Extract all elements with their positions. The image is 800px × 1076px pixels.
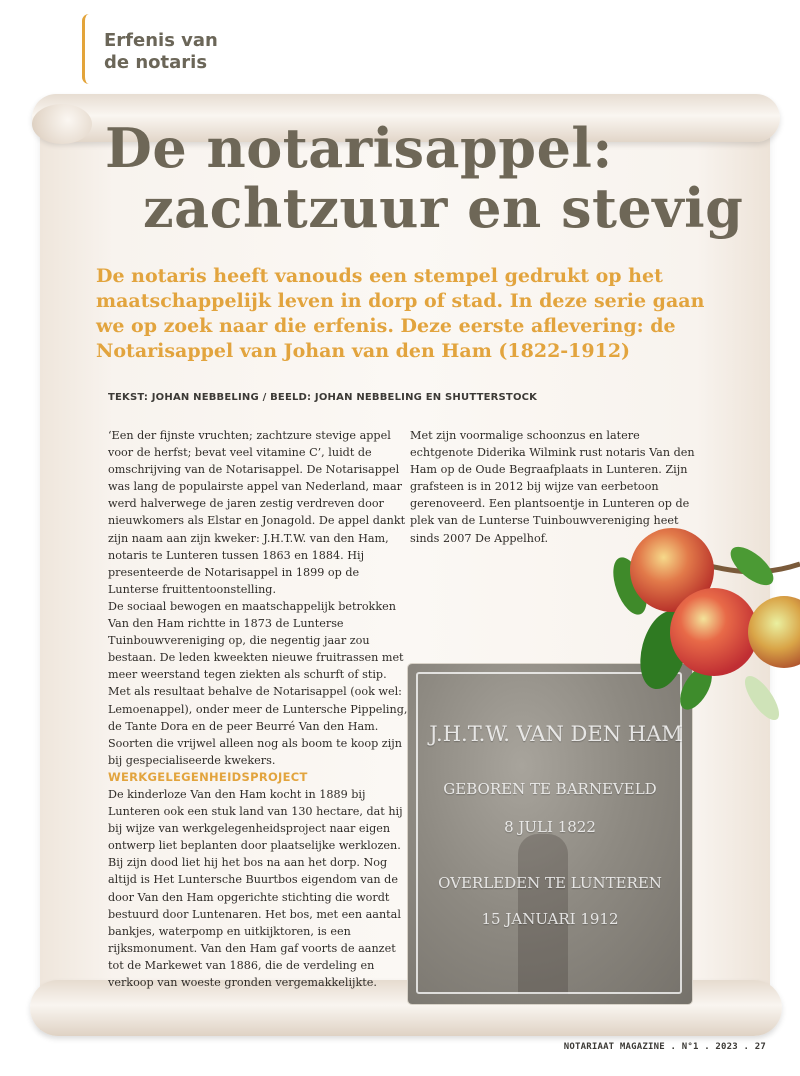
leaf: [724, 540, 779, 592]
body-paragraph-3: De kinderloze Van den Ham kocht in 1889 bij Lunteren ook een stuk land van 130 hectare, dat hij bij wijze van werkgelegenheidsproject naar eigen ontwerp liet beplanten door plaatselijke werklozen. Bij zijn dood liet hij het bos na aan het dorp. Nog altijd is Het Luntersche Buurtbos eigendom van de door Van den Ham opgerichte stichting die wordt bestuurd door Luntenaren. Het bos, met een aantal bankjes, waterpomp en uitkijktoren, is een rijksmonument. Van den Ham gaf voorts de aanzet tot de Markewet van 1886, die de verdeling en verkoop van woeste gronden vergemakkelijkte.: [108, 787, 403, 989]
title-line1: De notarisappel:: [105, 116, 613, 180]
apple: [748, 596, 800, 668]
stone-inscription-1: J.H.T.W. VAN DEN HAM: [429, 722, 683, 746]
stone-inscription-4: OVERLEDEN TE LUNTEREN: [438, 874, 662, 892]
section-label: [104, 30, 218, 74]
body-subhead: WERKGELEGENHEIDSPROJECT: [108, 769, 308, 784]
body-paragraph-4: Met zijn voormalige schoonzus en latere echtgenote Diderika Wilmink rust notaris Van den Ham op de Oude Begraafplaats in Lunteren. Zijn grafsteen is in 2012 bij wijze van eerbetoon gerenoveerd. Een plantsoentje in Lunteren op de plek van de Lunterse Tuinbouwvereniging heet sinds 2007 De Appelhof.: [410, 429, 695, 545]
section-accent-rule: [82, 14, 89, 84]
article-credits: TEKST: JOHAN NEBBELING / BEELD: JOHAN NEBBELING EN SHUTTERSTOCK: [108, 392, 538, 403]
stone-inscription-2: GEBOREN TE BARNEVELD: [443, 780, 657, 798]
body-column-1: [108, 427, 408, 991]
apples-illustration: [612, 520, 800, 730]
body-paragraph-2: De sociaal bewogen en maatschappelijk betrokken Van den Ham richtte in 1873 de Lunterse Tuinbouwvereniging op, die negentig jaar zou bestaan. De leden kweekten nieuwe fruitrassen met meer weerstand tegen ziekten als schurft of stip. Met als resultaat behalve de Notarisappel (ook wel: Lemoenappel), onder meer de Luntersche Pippeling, de Tante Dora en de peer Beurré Van den Ham. Soorten die vrijwel alleen nog als boom te koop zijn bij gespecialiseerde kwekers.: [108, 599, 408, 767]
apple: [670, 588, 758, 676]
scroll-top-curl-end: [32, 104, 92, 144]
section-label-line1: Erfenis van: [104, 30, 218, 51]
stone-inscription-3: 8 JULI 1822: [504, 818, 596, 836]
page-footer: NOTARIAAT MAGAZINE . N°1 . 2023 . 27: [563, 1042, 766, 1052]
article-title: [105, 118, 745, 238]
section-label-line2: de notaris: [104, 52, 208, 73]
stone-inscription-5: 15 JANUARI 1912: [481, 910, 619, 928]
article-lead: De notaris heeft vanouds een stempel gedrukt op het maatschappelijk leven in dorp of stad. In deze serie gaan we op zoek naar die erfenis. Deze eerste aflevering: de Notarisappel van Johan van den Ham (1822-1912): [96, 265, 705, 362]
title-line2: zachtzuur en stevig: [143, 176, 744, 240]
leaf: [739, 671, 785, 725]
body-paragraph-1: ‘Een der fijnste vruchten; zachtzure stevige appel voor de herfst; bevat veel vitamine C’, luidt de omschrijving van de Notarisappel. De Notarisappel was lang de populairste appel van Nederland, maar werd halverwege de jaren zestig verdreven door nieuwkomers als Elstar en Jonagold. De appel dankt zijn naam aan zijn kweker: J.H.T.W. van den Ham, notaris te Lunteren tussen 1863 en 1884. Hij presenteerde de Notarisappel in 1899 op de Lunterse fruittentoonstelling.: [108, 429, 406, 596]
